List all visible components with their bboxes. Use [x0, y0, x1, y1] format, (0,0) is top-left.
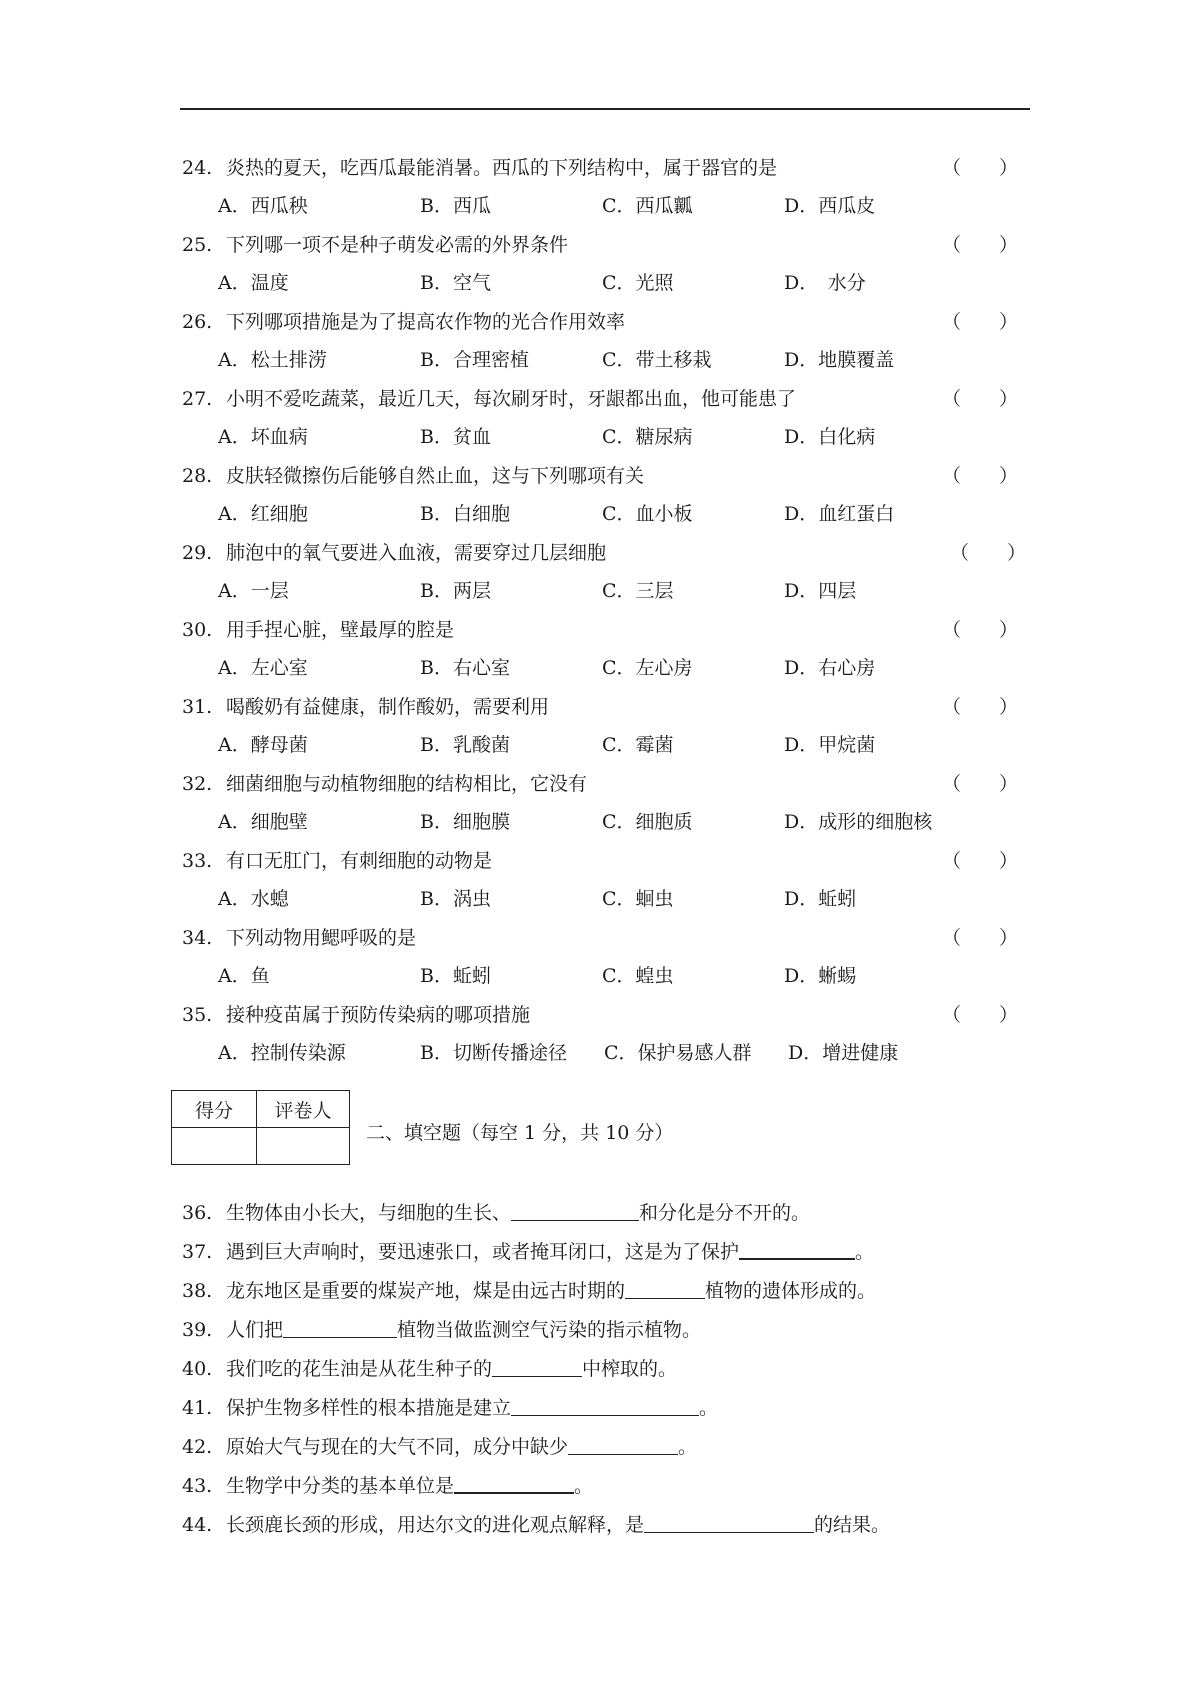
text-before: 生物体由小长大，与细胞的生长、	[226, 1202, 512, 1224]
question-number: 35.	[182, 1004, 213, 1026]
fill-question-40	[182, 1354, 677, 1384]
question-number: 43.	[182, 1475, 213, 1497]
option-c: C．西瓜瓤	[602, 195, 693, 217]
answer-paren: （ ）	[942, 388, 1019, 410]
option-a: A．红细胞	[218, 503, 308, 525]
answer-blank[interactable]	[568, 1434, 678, 1455]
option-b: B．空气	[420, 272, 491, 294]
question-30	[182, 615, 1042, 645]
answer-blank[interactable]	[283, 1317, 397, 1338]
text-before: 人们把	[226, 1319, 284, 1341]
question-34	[182, 923, 1042, 953]
question-26	[182, 307, 1042, 337]
text-before: 龙东地区是重要的煤炭产地，煤是由远古时期的	[226, 1280, 626, 1302]
fill-question-43	[182, 1471, 593, 1501]
score-table	[171, 1090, 350, 1165]
score-label: 得分	[172, 1091, 257, 1128]
question-28	[182, 461, 1042, 491]
text-after: 。	[855, 1241, 875, 1263]
option-c: C．左心房	[602, 657, 693, 679]
answer-paren: （ ）	[942, 234, 1019, 256]
fill-question-36	[182, 1198, 810, 1228]
option-c: C．三层	[602, 580, 674, 602]
answer-blank[interactable]	[739, 1238, 855, 1260]
option-b: B．白细胞	[420, 503, 510, 525]
question-number: 37.	[182, 1241, 213, 1263]
text-before: 保护生物多样性的根本措施是建立	[226, 1397, 512, 1419]
question-text: 用手捏心脏，壁最厚的腔是	[226, 619, 455, 641]
question-number: 30.	[182, 619, 213, 641]
answer-paren: （ ）	[950, 542, 1027, 564]
option-d: D．地膜覆盖	[784, 349, 895, 371]
question-number: 31.	[182, 696, 213, 718]
question-number: 36.	[182, 1202, 213, 1224]
option-d: D．蚯蚓	[784, 888, 857, 910]
option-c: C．血小板	[602, 503, 693, 525]
fill-question-39	[182, 1315, 701, 1345]
option-c: C．霉菌	[602, 734, 674, 756]
option-a: A．一层	[218, 580, 289, 602]
question-number: 39.	[182, 1319, 213, 1341]
option-a: A．坏血病	[218, 426, 308, 448]
text-after: 的结果。	[814, 1514, 891, 1536]
answer-paren: （ ）	[942, 465, 1019, 487]
option-b: B．两层	[420, 580, 491, 602]
score-cell[interactable]	[172, 1128, 257, 1165]
question-number: 28.	[182, 465, 213, 487]
option-b: B．西瓜	[420, 195, 491, 217]
question-29	[182, 538, 1042, 568]
option-a: A．细胞壁	[218, 811, 308, 833]
option-b: B．涡虫	[420, 888, 491, 910]
answer-paren: （ ）	[942, 1004, 1019, 1026]
answer-blank[interactable]	[492, 1356, 582, 1377]
option-c: C．保护易感人群	[604, 1042, 752, 1064]
question-text: 喝酸奶有益健康，制作酸奶，需要利用	[226, 696, 550, 718]
option-d: D．血红蛋白	[784, 503, 895, 525]
section-title: 二、填空题（每空 1 分，共 10 分）	[366, 1122, 674, 1144]
question-text: 下列哪一项不是种子萌发必需的外界条件	[226, 234, 569, 256]
question-text: 下列动物用鳃呼吸的是	[226, 927, 417, 949]
option-c: C．光照	[602, 272, 674, 294]
text-before: 我们吃的花生油是从花生种子的	[226, 1358, 493, 1380]
answer-blank[interactable]	[644, 1512, 814, 1533]
answer-paren: （ ）	[942, 850, 1019, 872]
option-d: D．右心房	[784, 657, 876, 679]
option-b: B．蚯蚓	[420, 965, 491, 987]
question-24	[182, 153, 1042, 183]
answer-blank[interactable]	[511, 1200, 639, 1221]
text-before: 长颈鹿长颈的形成，用达尔文的进化观点解释，是	[226, 1514, 645, 1536]
option-b: B．细胞膜	[420, 811, 510, 833]
answer-paren: （ ）	[942, 311, 1019, 333]
text-after: 和分化是分不开的。	[639, 1202, 811, 1224]
option-a: A．水螅	[218, 888, 289, 910]
question-number: 24.	[182, 157, 213, 179]
text-after: 。	[699, 1397, 719, 1419]
option-d: D．成形的细胞核	[784, 811, 933, 833]
text-before: 原始大气与现在的大气不同，成分中缺少	[226, 1436, 569, 1458]
text-before: 生物学中分类的基本单位是	[226, 1475, 455, 1497]
option-c: C．细胞质	[602, 811, 693, 833]
question-25	[182, 230, 1042, 260]
option-b: B．贫血	[420, 426, 491, 448]
text-before: 遇到巨大声响时，要迅速张口，或者掩耳闭口，这是为了保护	[226, 1241, 740, 1263]
answer-paren: （ ）	[942, 696, 1019, 718]
option-b: B．右心室	[420, 657, 510, 679]
option-d: D．西瓜皮	[784, 195, 876, 217]
answer-paren: （ ）	[942, 619, 1019, 641]
option-d: D．蜥蜴	[784, 965, 857, 987]
answer-blank[interactable]	[511, 1395, 699, 1416]
option-a: A．控制传染源	[218, 1042, 346, 1064]
option-a: A．西瓜秧	[218, 195, 308, 217]
answer-blank[interactable]	[454, 1472, 574, 1494]
option-a: A．左心室	[218, 657, 308, 679]
option-c: C．蛔虫	[602, 888, 674, 910]
question-number: 29.	[182, 542, 213, 564]
text-after: 植物的遗体形成的。	[705, 1280, 877, 1302]
question-text: 小明不爱吃蔬菜，最近几天，每次刷牙时，牙龈都出血，他可能患了	[226, 388, 797, 410]
fill-question-42	[182, 1432, 697, 1462]
text-after: 。	[574, 1475, 594, 1497]
question-text: 炎热的夏天，吃西瓜最能消暑。西瓜的下列结构中，属于器官的是	[226, 157, 778, 179]
answer-paren: （ ）	[942, 773, 1019, 795]
question-number: 38.	[182, 1280, 213, 1302]
question-text: 细菌细胞与动植物细胞的结构相比，它没有	[226, 773, 588, 795]
option-d: D．增进健康	[788, 1042, 899, 1064]
option-b: B．合理密植	[420, 349, 529, 371]
option-c: C．带土移栽	[602, 349, 712, 371]
question-27	[182, 384, 1042, 414]
question-text: 接种疫苗属于预防传染病的哪项措施	[226, 1004, 531, 1026]
question-text: 皮肤轻微擦伤后能够自然止血，这与下列哪项有关	[226, 465, 645, 487]
option-d: D．四层	[784, 580, 857, 602]
question-number: 25.	[182, 234, 213, 256]
question-number: 40.	[182, 1358, 213, 1380]
text-after: 中榨取的。	[582, 1358, 678, 1380]
option-d: D．甲烷菌	[784, 734, 876, 756]
question-number: 27.	[182, 388, 213, 410]
text-after: 植物当做监测空气污染的指示植物。	[397, 1319, 702, 1341]
question-number: 32.	[182, 773, 213, 795]
option-a: A．温度	[218, 272, 289, 294]
option-a: A．松土排涝	[218, 349, 327, 371]
option-d: D．白化病	[784, 426, 876, 448]
text-after: 。	[678, 1436, 698, 1458]
answer-paren: （ ）	[942, 927, 1019, 949]
reviewer-cell[interactable]	[257, 1128, 350, 1165]
option-c: C．糖尿病	[602, 426, 693, 448]
option-a: A．鱼	[218, 965, 270, 987]
answer-blank[interactable]	[625, 1278, 705, 1299]
fill-question-38	[182, 1276, 876, 1306]
option-b: B．乳酸菌	[420, 734, 510, 756]
fill-question-41	[182, 1393, 718, 1423]
question-number: 44.	[182, 1514, 213, 1536]
question-number: 26.	[182, 311, 213, 333]
option-b: B．切断传播途径	[420, 1042, 567, 1064]
question-33	[182, 846, 1042, 876]
question-number: 33.	[182, 850, 213, 872]
fill-question-37	[182, 1237, 874, 1267]
option-c: C．蝗虫	[602, 965, 674, 987]
fill-question-44	[182, 1510, 890, 1540]
option-d: D． 水分	[784, 272, 866, 294]
question-text: 有口无肛门，有刺细胞的动物是	[226, 850, 493, 872]
question-number: 42.	[182, 1436, 213, 1458]
question-35	[182, 1000, 1042, 1030]
question-31	[182, 692, 1042, 722]
question-text: 下列哪项措施是为了提高农作物的光合作用效率	[226, 311, 626, 333]
header-rule	[180, 108, 1030, 110]
answer-paren: （ ）	[942, 157, 1019, 179]
question-number: 41.	[182, 1397, 213, 1419]
question-32	[182, 769, 1042, 799]
reviewer-label: 评卷人	[257, 1091, 350, 1128]
question-number: 34.	[182, 927, 213, 949]
question-text: 肺泡中的氧气要进入血液，需要穿过几层细胞	[226, 542, 607, 564]
option-a: A．酵母菌	[218, 734, 308, 756]
